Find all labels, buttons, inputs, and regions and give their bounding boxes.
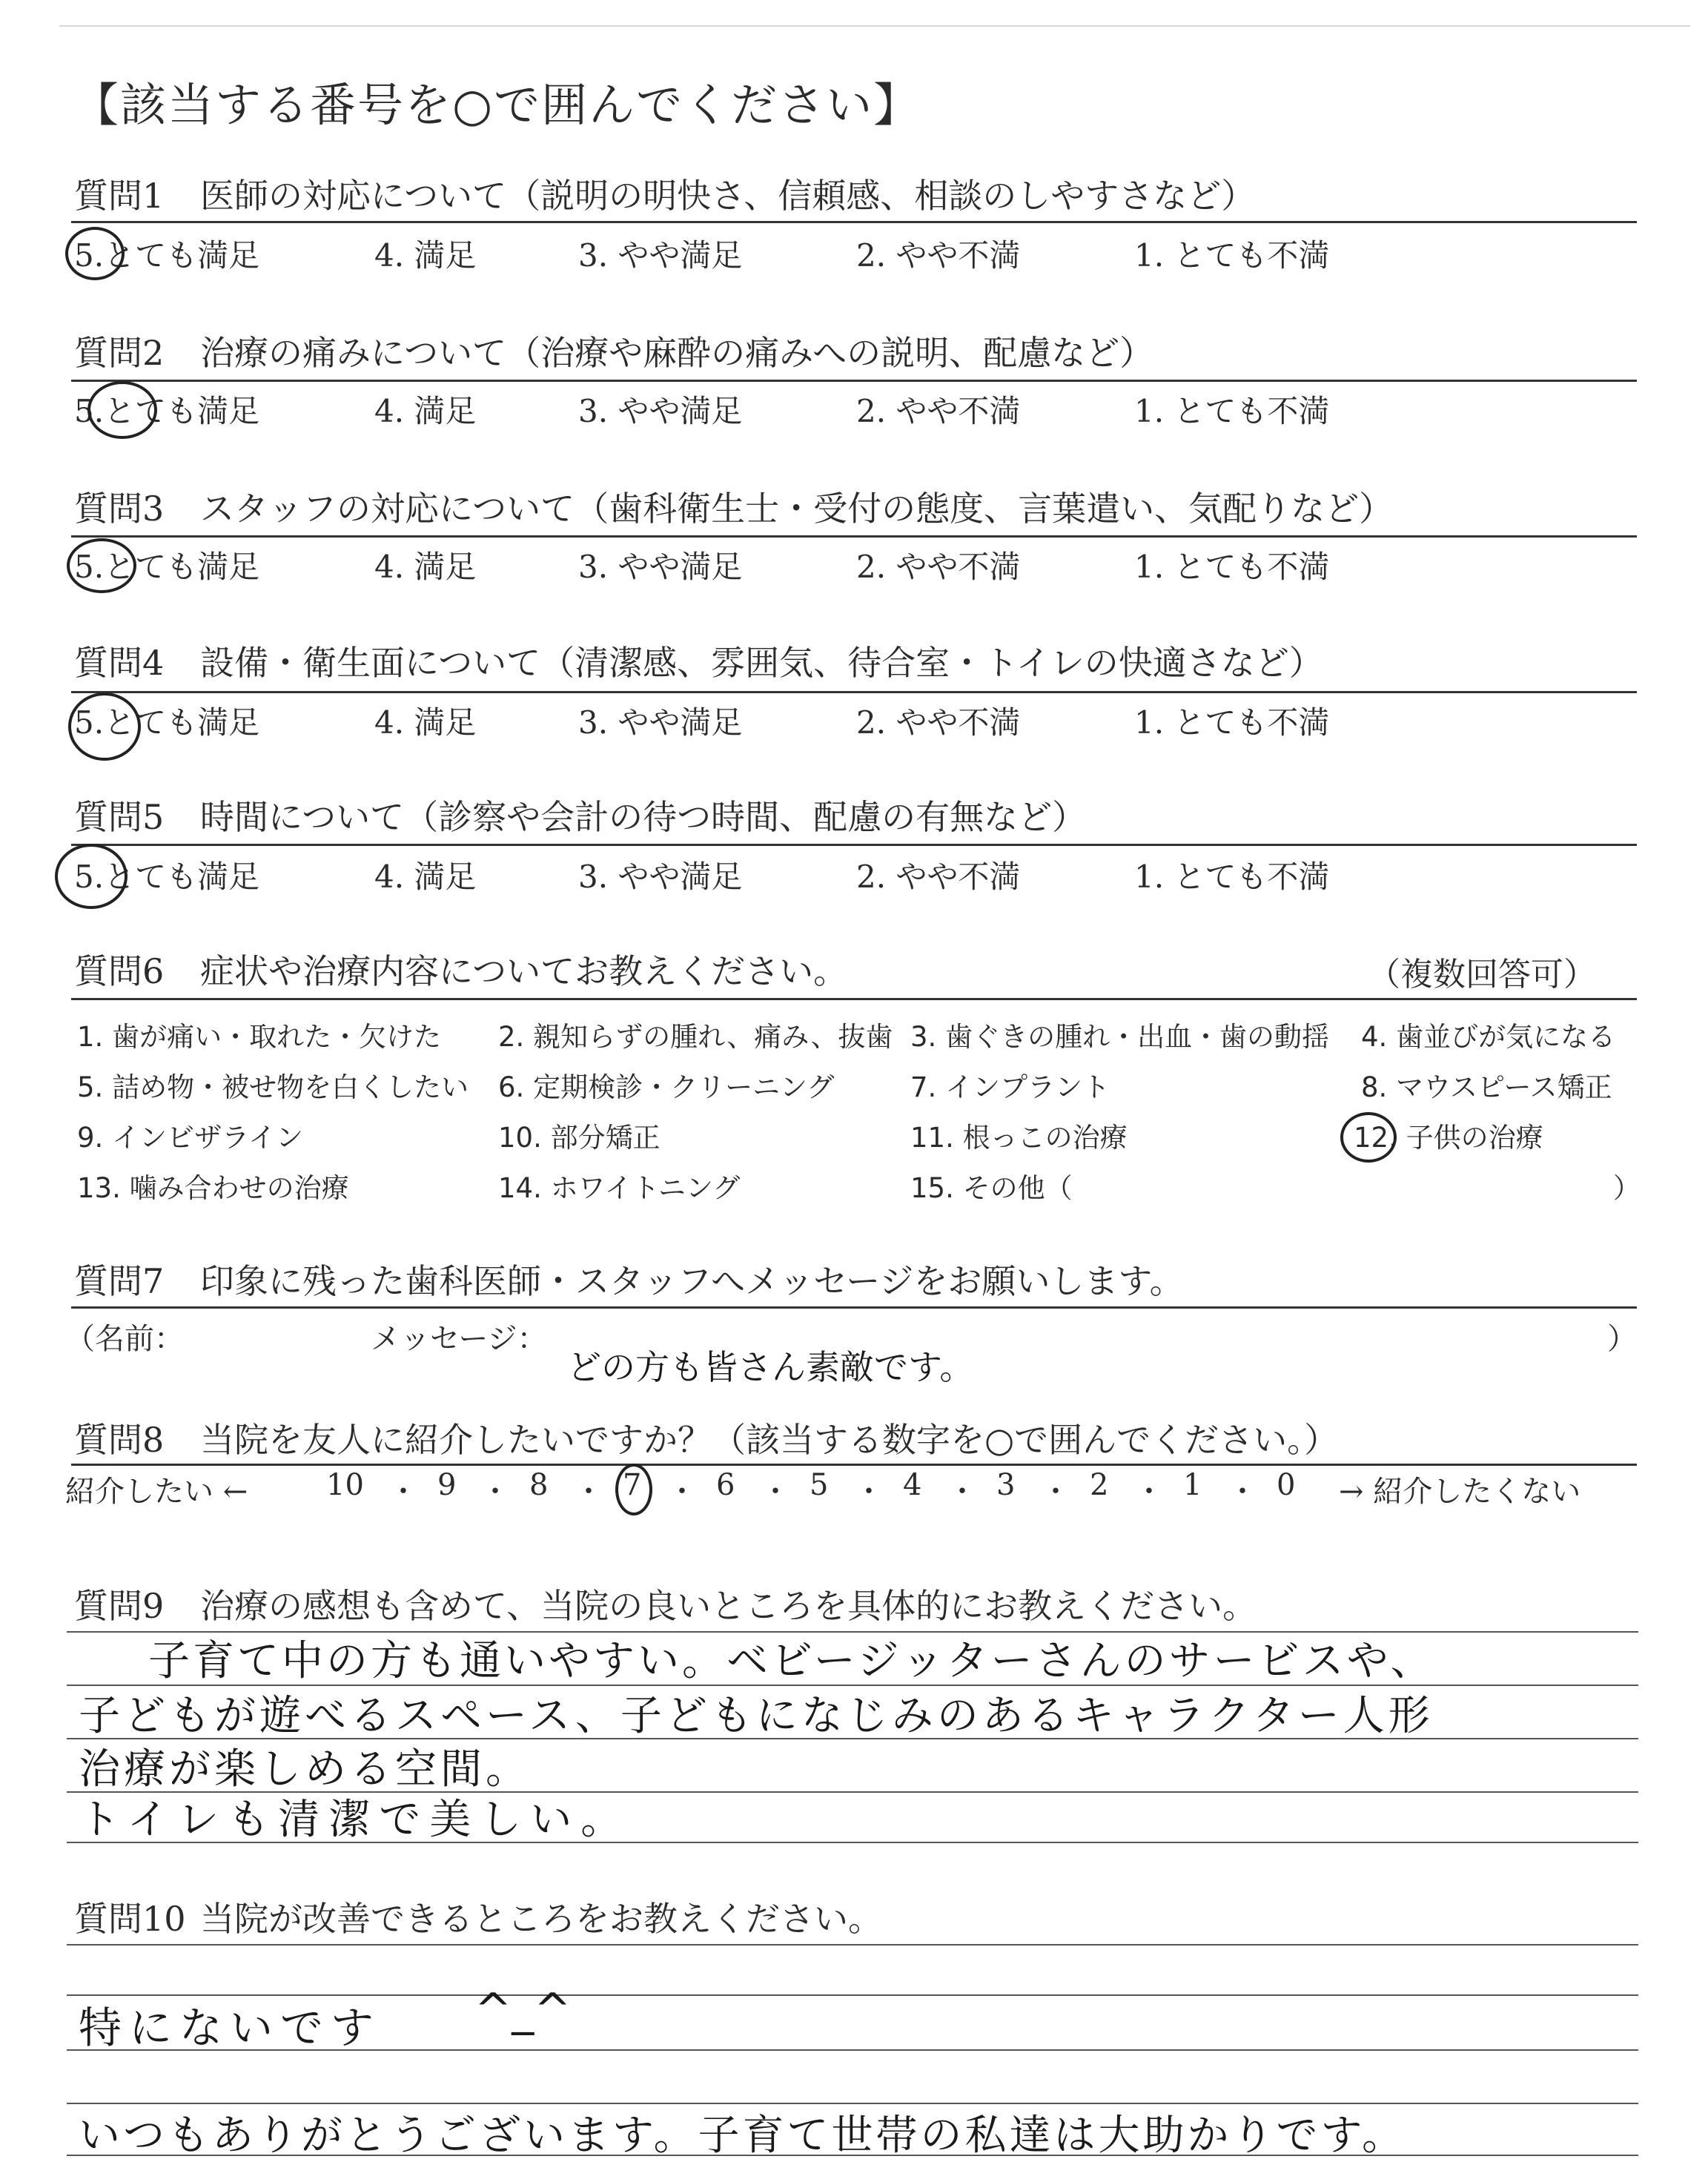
question-10-title bbox=[74, 1892, 882, 1941]
question-number: 質問5 bbox=[74, 797, 165, 837]
symptom-option[interactable]: 11. 根っこの治療 bbox=[910, 1122, 1128, 1154]
selection-circle-mark bbox=[87, 381, 157, 439]
rating-option-3[interactable]: 3. やや満足 bbox=[578, 393, 743, 429]
question-number: 質問3 bbox=[74, 489, 165, 529]
question-2-rule bbox=[71, 380, 1637, 382]
scale-value[interactable]: 7 bbox=[623, 1468, 642, 1502]
rating-option-5[interactable]: 5.とても満足 bbox=[74, 859, 260, 895]
rating-option-1[interactable]: 1. とても不満 bbox=[1134, 237, 1330, 274]
question-number: 質問10 bbox=[74, 1899, 186, 1939]
answer-line bbox=[67, 1944, 1638, 1946]
page-top-edge bbox=[59, 25, 1690, 27]
rating-option-5[interactable]: 5.とても満足 bbox=[74, 549, 260, 585]
question-text: 設備・衛生面について（清潔感、雰囲気、待合室・トイレの快適さなど） bbox=[200, 643, 1323, 683]
question-number: 質問2 bbox=[74, 333, 165, 373]
handwritten-answer-line: 子どもが遊べるスペース、子どもになじみのあるキャラクター人形 bbox=[79, 1692, 1434, 1740]
symptom-option[interactable]: 10. 部分矯正 bbox=[498, 1122, 661, 1154]
selection-circle-mark bbox=[615, 1464, 652, 1515]
scale-value[interactable]: 1 bbox=[1183, 1468, 1202, 1502]
question-number: 質問4 bbox=[74, 643, 165, 683]
question-3-title bbox=[74, 482, 1393, 531]
symptom-option[interactable]: 5. 詰め物・被せ物を白くしたい bbox=[77, 1071, 469, 1103]
rating-option-2[interactable]: 2. やや不満 bbox=[856, 704, 1021, 741]
scale-value[interactable]: 0 bbox=[1277, 1468, 1296, 1502]
symptom-option[interactable]: 7. インプラント bbox=[910, 1071, 1110, 1103]
scale-right-label: → 紹介したくない bbox=[1339, 1475, 1581, 1509]
question-text: 治療の痛みについて（治療や麻酔の痛みへの説明、配慮など） bbox=[200, 333, 1154, 373]
symptom-option[interactable]: 2. 親知らずの腫れ、痛み、抜歯 bbox=[498, 1021, 893, 1053]
rating-option-3[interactable]: 3. やや満足 bbox=[578, 859, 743, 895]
question-5-title bbox=[74, 790, 1086, 839]
rating-option-1[interactable]: 1. とても不満 bbox=[1134, 549, 1330, 585]
symptom-option[interactable]: 6. 定期検診・クリーニング bbox=[498, 1071, 835, 1103]
symptom-option[interactable]: 9. インビザライン bbox=[77, 1122, 303, 1154]
scale-separator: ・ bbox=[480, 1475, 510, 1509]
scale-value[interactable]: 2 bbox=[1090, 1468, 1109, 1502]
question-5-rule bbox=[71, 844, 1637, 846]
handwritten-answer-line: トイレも清潔で美しい。 bbox=[79, 1796, 632, 1844]
scale-separator: ・ bbox=[854, 1475, 884, 1509]
other-close-paren: ） bbox=[1613, 1172, 1641, 1204]
symptom-option[interactable]: 12. 子供の治療 bbox=[1354, 1122, 1543, 1154]
question-7-rule bbox=[71, 1306, 1637, 1309]
selection-circle-mark bbox=[67, 538, 136, 593]
symptom-option[interactable]: 15. その他（ bbox=[910, 1172, 1073, 1204]
question-1-title bbox=[74, 169, 1255, 218]
rating-option-1[interactable]: 1. とても不満 bbox=[1134, 393, 1330, 429]
question-1-rule bbox=[71, 221, 1637, 223]
rating-option-4[interactable]: 4. 満足 bbox=[374, 704, 477, 741]
question-7-title bbox=[74, 1254, 1184, 1303]
scale-value[interactable]: 9 bbox=[437, 1468, 457, 1502]
rating-option-2[interactable]: 2. やや不満 bbox=[856, 393, 1021, 429]
symptom-option[interactable]: 8. マウスピース矯正 bbox=[1361, 1071, 1612, 1103]
question-text: 時間について（診察や会計の待つ時間、配慮の有無など） bbox=[200, 797, 1087, 837]
rating-option-4[interactable]: 4. 満足 bbox=[374, 393, 477, 429]
symptom-option[interactable]: 13. 噛み合わせの治療 bbox=[77, 1172, 349, 1204]
selection-circle-mark bbox=[55, 844, 128, 909]
handwritten-answer-line: 子育て中の方も通いやすい。ベビージッターさんのサービスや、 bbox=[148, 1637, 1435, 1685]
scale-separator: ・ bbox=[1228, 1475, 1257, 1509]
scale-value[interactable]: 3 bbox=[996, 1468, 1016, 1502]
handwritten-answer-line: いつもありがとうございます。子育て世帯の私達は大助かりです。 bbox=[79, 2112, 1407, 2160]
rating-option-1[interactable]: 1. とても不満 bbox=[1134, 704, 1330, 741]
question-text: 当院を友人に紹介したいですか？（該当する数字を○で囲んでください。） bbox=[200, 1420, 1339, 1460]
scale-separator: ・ bbox=[667, 1475, 697, 1509]
question-6-title bbox=[74, 945, 847, 994]
handwritten-answer-line: 特にないです bbox=[79, 2003, 382, 2053]
rating-option-3[interactable]: 3. やや満足 bbox=[578, 549, 743, 585]
scale-separator: ・ bbox=[1041, 1475, 1070, 1509]
question-number: 質問9 bbox=[74, 1586, 165, 1626]
scale-value[interactable]: 6 bbox=[716, 1468, 735, 1502]
instruction-header: 【該当する番号を○で囲んでください】 bbox=[73, 78, 921, 132]
symptom-option[interactable]: 14. ホワイトニング bbox=[498, 1172, 741, 1204]
scale-separator: ・ bbox=[1134, 1475, 1164, 1509]
handwritten-message: どの方も皆さん素敵です。 bbox=[567, 1347, 974, 1387]
scale-left-label: 紹介したい ← bbox=[65, 1475, 248, 1509]
question-9-title bbox=[74, 1579, 1257, 1628]
selection-circle-mark bbox=[1340, 1112, 1397, 1163]
selection-circle-mark bbox=[68, 692, 141, 761]
question-text: 治療の感想も含めて、当院の良いところを具体的にお教えください。 bbox=[200, 1586, 1257, 1626]
scale-value[interactable]: 5 bbox=[810, 1468, 829, 1502]
rating-option-2[interactable]: 2. やや不満 bbox=[856, 859, 1021, 895]
question-4-rule bbox=[71, 691, 1637, 693]
rating-option-4[interactable]: 4. 満足 bbox=[374, 549, 477, 585]
rating-option-2[interactable]: 2. やや不満 bbox=[856, 237, 1021, 274]
question-number: 質問7 bbox=[74, 1261, 165, 1301]
rating-option-1[interactable]: 1. とても不満 bbox=[1134, 859, 1330, 895]
question-number: 質問1 bbox=[74, 176, 165, 216]
rating-option-5[interactable]: 5.とても満足 bbox=[74, 704, 260, 741]
rating-option-5[interactable]: 5.とても満足 bbox=[74, 237, 260, 274]
symptom-option[interactable]: 4. 歯並びが気になる bbox=[1361, 1021, 1616, 1053]
question-number: 質問8 bbox=[74, 1420, 165, 1460]
message-close-paren: ） bbox=[1607, 1322, 1637, 1356]
rating-option-5[interactable]: 5.とても満足 bbox=[74, 393, 260, 429]
scale-separator: ・ bbox=[761, 1475, 790, 1509]
question-6-rule bbox=[71, 998, 1637, 1000]
question-text: 当院が改善できるところをお教えください。 bbox=[200, 1899, 882, 1939]
scale-separator: ・ bbox=[388, 1475, 418, 1509]
question-4-title bbox=[74, 636, 1323, 685]
question-text: スタッフの対応について（歯科衛生士・受付の態度、言葉遣い、気配りなど） bbox=[200, 489, 1394, 529]
rating-option-4[interactable]: 4. 満足 bbox=[374, 237, 477, 274]
selection-circle-mark bbox=[65, 227, 125, 280]
question-text: 医師の対応について（説明の明快さ、信頼感、相談のしやすさなど） bbox=[200, 176, 1256, 216]
question-8-rule bbox=[71, 1464, 1637, 1466]
symptom-option[interactable]: 1. 歯が痛い・取れた・欠けた bbox=[77, 1021, 442, 1053]
rating-option-4[interactable]: 4. 満足 bbox=[374, 859, 477, 895]
scale-value[interactable]: 8 bbox=[529, 1468, 549, 1502]
smiley-face-icon: ^_^ bbox=[474, 1984, 572, 2036]
question-text: 症状や治療内容についてお教えください。 bbox=[200, 951, 848, 991]
scale-value[interactable]: 4 bbox=[903, 1468, 922, 1502]
multiple-answer-note: （複数回答可） bbox=[1368, 956, 1596, 994]
scale-separator: ・ bbox=[947, 1475, 977, 1509]
name-label: （名前： bbox=[65, 1322, 184, 1356]
question-text: 印象に残った歯科医師・スタッフへメッセージをお願いします。 bbox=[200, 1261, 1184, 1301]
message-label: メッセージ： bbox=[371, 1322, 547, 1356]
question-2-title bbox=[74, 326, 1153, 375]
scale-value[interactable]: 10 bbox=[326, 1468, 364, 1502]
rating-option-2[interactable]: 2. やや不満 bbox=[856, 549, 1021, 585]
question-number: 質問6 bbox=[74, 951, 165, 991]
question-8-title bbox=[74, 1413, 1338, 1462]
symptom-option[interactable]: 3. 歯ぐきの腫れ・出血・歯の動揺 bbox=[910, 1021, 1330, 1053]
scale-separator: ・ bbox=[574, 1475, 603, 1509]
rating-option-3[interactable]: 3. やや満足 bbox=[578, 237, 743, 274]
handwritten-answer-line: 治療が楽しめる空間。 bbox=[79, 1745, 531, 1794]
rating-option-3[interactable]: 3. やや満足 bbox=[578, 704, 743, 741]
question-3-rule bbox=[71, 535, 1637, 538]
